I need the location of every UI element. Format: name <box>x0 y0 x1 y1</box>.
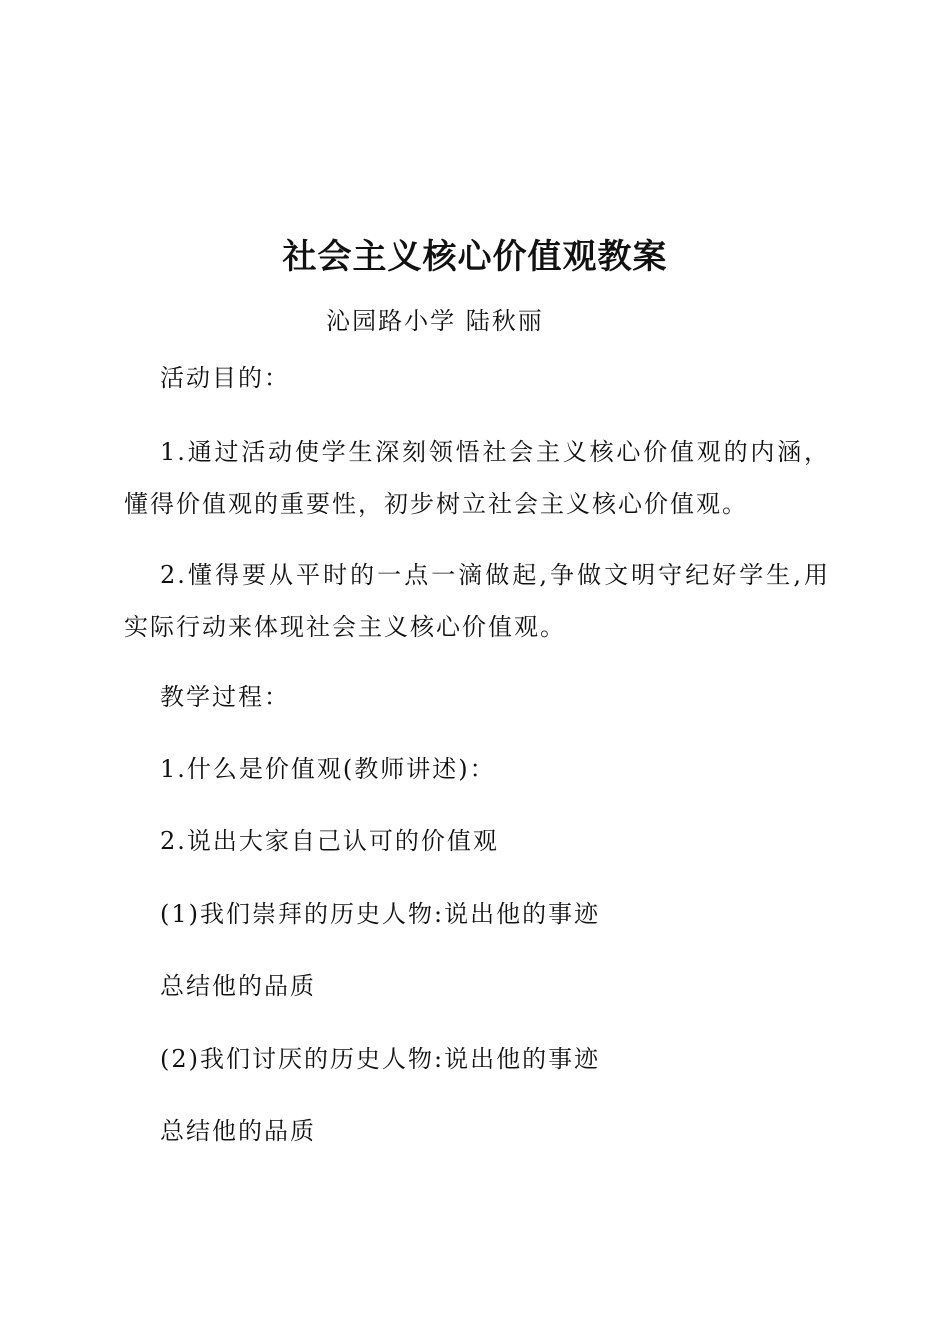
document-author: 沁园路小学 陆秋丽 <box>326 307 544 335</box>
paragraph-step-1: 1.什么是价值观(教师讲述)： <box>160 755 496 783</box>
paragraph-step-2-item-1: (1)我们崇拜的历史人物:说出他的事迹 <box>160 900 601 928</box>
paragraph-summary-2: 总结他的品质 <box>160 1117 316 1145</box>
paragraph-goal-2: 2.懂得要从平时的一点一滴做起,争做文明守纪好学生,用实际行动来体现社会主义核心价值观。 <box>124 561 830 641</box>
paragraph-summary-1: 总结他的品质 <box>160 972 316 1000</box>
paragraph-teaching-process-heading: 教学过程： <box>160 683 290 711</box>
document-title: 社会主义核心价值观教案 <box>282 237 668 277</box>
paragraph-activity-goal-heading: 活动目的： <box>160 364 290 392</box>
paragraph-step-2-item-2: (2)我们讨厌的历史人物:说出他的事迹 <box>160 1045 601 1073</box>
paragraph-goal-1: 1.通过活动使学生深刻领悟社会主义核心价值观的内涵，懂得价值观的重要性，初步树立社会主义核心价值观。 <box>124 438 830 518</box>
paragraph-step-2: 2.说出大家自己认可的价值观 <box>160 827 499 855</box>
